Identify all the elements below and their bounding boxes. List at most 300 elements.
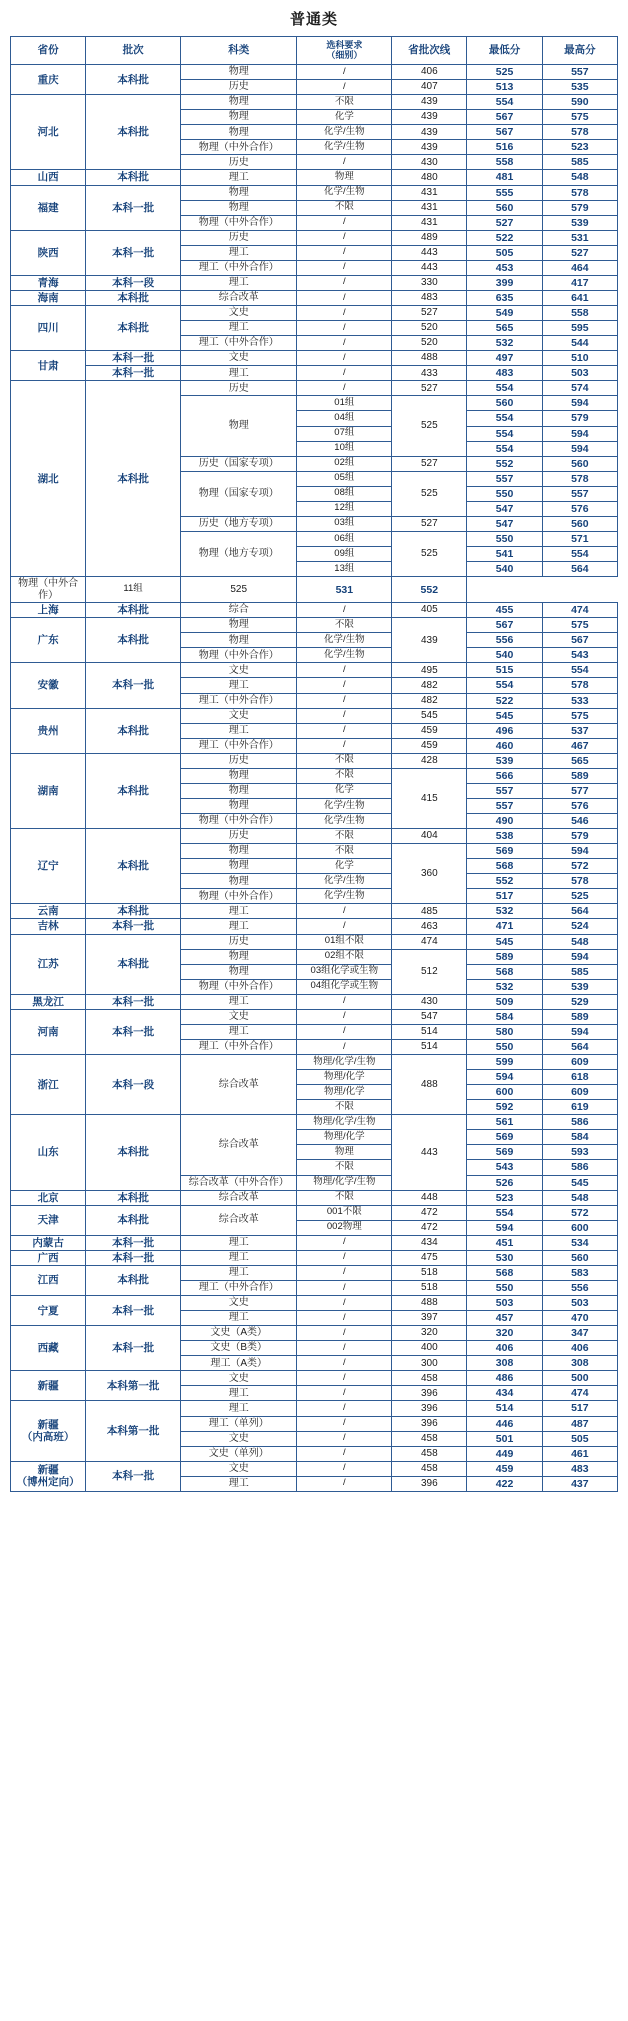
cell-province: 贵州 <box>11 708 86 753</box>
cell-requirement: / <box>297 1250 392 1265</box>
cell-category: 历史 <box>180 753 297 768</box>
cell-max-score: 557 <box>542 65 617 80</box>
cell-max-score: 594 <box>542 396 617 411</box>
cell-max-score: 510 <box>542 351 617 366</box>
cell-provincial-line: 396 <box>392 1401 467 1416</box>
cell-requirement: / <box>297 678 392 693</box>
cell-max-score: 575 <box>542 708 617 723</box>
cell-category: 理工（A类） <box>180 1356 297 1371</box>
cell-min-score: 592 <box>467 1100 542 1115</box>
cell-province: 江西 <box>11 1265 86 1295</box>
cell-provincial-line: 527 <box>392 516 467 531</box>
table-row <box>11 904 618 919</box>
cell-category: 历史 <box>180 230 297 245</box>
cell-min-score: 554 <box>467 381 542 396</box>
cell-requirement: / <box>297 1461 392 1476</box>
cell-requirement: / <box>297 919 392 934</box>
cell-requirement: 03组 <box>297 516 392 531</box>
cell-min-score: 556 <box>467 633 542 648</box>
cell-min-score: 522 <box>467 230 542 245</box>
cell-provincial-line: 520 <box>392 321 467 336</box>
cell-min-score: 531 <box>297 577 392 603</box>
cell-requirement: 13组 <box>297 562 392 577</box>
cell-provincial-line: 396 <box>392 1476 467 1491</box>
cell-provincial-line: 330 <box>392 275 467 290</box>
cell-max-score: 503 <box>542 366 617 381</box>
cell-max-score: 594 <box>542 441 617 456</box>
cell-category: 物理 <box>180 396 297 456</box>
cell-province: 西藏 <box>11 1326 86 1371</box>
cell-max-score: 544 <box>542 336 617 351</box>
cell-province: 四川 <box>11 306 86 351</box>
cell-min-score: 523 <box>467 1190 542 1205</box>
table-row <box>11 1296 618 1311</box>
cell-provincial-line: 525 <box>392 531 467 576</box>
cell-category: 理工 <box>180 1265 297 1280</box>
cell-category: 理工 <box>180 245 297 260</box>
cell-batch: 本科批 <box>86 603 181 618</box>
cell-province: 新疆 （内高班） <box>11 1401 86 1461</box>
table-row <box>11 829 618 844</box>
cell-requirement: 不限 <box>297 1190 392 1205</box>
cell-requirement: / <box>297 1446 392 1461</box>
cell-batch: 本科一批 <box>86 185 181 230</box>
cell-requirement: 不限 <box>297 618 392 633</box>
cell-requirement: / <box>297 1371 392 1386</box>
cell-category: 物理 <box>180 783 297 798</box>
cell-requirement: 化学/生物 <box>297 633 392 648</box>
cell-min-score: 554 <box>467 678 542 693</box>
table-row <box>11 366 618 381</box>
cell-provincial-line: 431 <box>392 215 467 230</box>
cell-requirement: / <box>297 1386 392 1401</box>
cell-max-score: 464 <box>542 260 617 275</box>
cell-max-score: 467 <box>542 738 617 753</box>
column-header-batch: 批次 <box>86 37 181 65</box>
cell-provincial-line: 472 <box>392 1205 467 1220</box>
cell-provincial-line: 434 <box>392 1235 467 1250</box>
cell-category: 物理 <box>180 844 297 859</box>
cell-category: 物理（中外合作） <box>180 215 297 230</box>
cell-category: 理工 <box>180 723 297 738</box>
cell-min-score: 526 <box>467 1175 542 1190</box>
cell-provincial-line: 547 <box>392 1009 467 1024</box>
cell-max-score: 575 <box>542 618 617 633</box>
cell-province: 福建 <box>11 185 86 230</box>
table-row <box>11 618 618 633</box>
cell-category: 理工 <box>180 1250 297 1265</box>
cell-min-score: 539 <box>467 753 542 768</box>
cell-max-score: 487 <box>542 1416 617 1431</box>
cell-min-score: 555 <box>467 185 542 200</box>
cell-requirement: 03组化学或生物 <box>297 964 392 979</box>
cell-max-score: 586 <box>542 1115 617 1130</box>
cell-category: 文史 <box>180 663 297 678</box>
cell-max-score: 474 <box>542 1386 617 1401</box>
cell-provincial-line: 545 <box>392 708 467 723</box>
cell-min-score: 568 <box>467 1265 542 1280</box>
cell-max-score: 565 <box>542 753 617 768</box>
cell-min-score: 457 <box>467 1311 542 1326</box>
cell-max-score: 560 <box>542 1250 617 1265</box>
cell-category: 理工 <box>180 321 297 336</box>
cell-min-score: 540 <box>467 648 542 663</box>
cell-min-score: 525 <box>467 65 542 80</box>
cell-min-score: 541 <box>467 547 542 562</box>
cell-min-score: 584 <box>467 1009 542 1024</box>
cell-max-score: 584 <box>542 1130 617 1145</box>
cell-batch: 本科一批 <box>86 1326 181 1371</box>
table-row <box>11 934 618 949</box>
cell-requirement: / <box>297 1039 392 1054</box>
cell-min-score: 540 <box>467 562 542 577</box>
cell-requirement: 11组 <box>86 577 181 603</box>
cell-min-score: 320 <box>467 1326 542 1341</box>
cell-provincial-line: 406 <box>392 65 467 80</box>
cell-requirement: 不限 <box>297 753 392 768</box>
table-header-row <box>11 37 618 65</box>
cell-max-score: 554 <box>542 547 617 562</box>
cell-max-score: 554 <box>542 663 617 678</box>
cell-requirement: 06组 <box>297 531 392 546</box>
cell-max-score: 579 <box>542 200 617 215</box>
cell-province: 重庆 <box>11 65 86 95</box>
cell-requirement: / <box>297 1476 392 1491</box>
cell-province: 广西 <box>11 1250 86 1265</box>
cell-province: 湖北 <box>11 381 86 577</box>
cell-category: 历史 <box>180 80 297 95</box>
cell-max-score: 583 <box>542 1265 617 1280</box>
cell-max-score: 560 <box>542 456 617 471</box>
cell-max-score: 572 <box>542 859 617 874</box>
cell-max-score: 578 <box>542 678 617 693</box>
cell-max-score: 594 <box>542 844 617 859</box>
cell-category: 理工（中外合作） <box>180 1039 297 1054</box>
cell-max-score: 576 <box>542 501 617 516</box>
cell-min-score: 453 <box>467 260 542 275</box>
column-header-subject-requirement <box>297 37 392 65</box>
cell-min-score: 600 <box>467 1085 542 1100</box>
cell-category: 综合改革（中外合作） <box>180 1175 297 1190</box>
cell-requirement: / <box>297 1326 392 1341</box>
cell-provincial-line: 459 <box>392 723 467 738</box>
cell-batch: 本科一批 <box>86 351 181 366</box>
cell-min-score: 549 <box>467 306 542 321</box>
cell-requirement: / <box>297 1265 392 1280</box>
cell-province: 青海 <box>11 275 86 290</box>
cell-min-score: 527 <box>467 215 542 230</box>
cell-min-score: 554 <box>467 95 542 110</box>
cell-category: 物理 <box>180 185 297 200</box>
cell-batch: 本科一段 <box>86 1055 181 1115</box>
cell-requirement: 不限 <box>297 1100 392 1115</box>
cell-category: 理工（中外合作） <box>180 1280 297 1295</box>
cell-requirement: 化学 <box>297 783 392 798</box>
table-row <box>11 1235 618 1250</box>
cell-category: 物理 <box>180 618 297 633</box>
cell-requirement: / <box>297 994 392 1009</box>
cell-batch: 本科一批 <box>86 230 181 275</box>
table-row <box>11 185 618 200</box>
cell-min-score: 516 <box>467 140 542 155</box>
cell-max-score: 579 <box>542 411 617 426</box>
cell-category: 综合改革 <box>180 1205 297 1235</box>
cell-province: 甘肃 <box>11 351 86 381</box>
cell-min-score: 449 <box>467 1446 542 1461</box>
cell-provincial-line: 463 <box>392 919 467 934</box>
cell-min-score: 545 <box>467 934 542 949</box>
cell-category: 物理（中外合作） <box>180 889 297 904</box>
cell-max-score: 572 <box>542 1205 617 1220</box>
cell-batch: 本科批 <box>86 618 181 663</box>
cell-requirement: 05组 <box>297 471 392 486</box>
table-row <box>11 1401 618 1416</box>
cell-provincial-line: 428 <box>392 753 467 768</box>
cell-max-score: 557 <box>542 486 617 501</box>
cell-max-score: 537 <box>542 723 617 738</box>
cell-province: 云南 <box>11 904 86 919</box>
cell-batch: 本科一批 <box>86 1009 181 1054</box>
cell-requirement: 不限 <box>297 768 392 783</box>
cell-max-score: 523 <box>542 140 617 155</box>
cell-max-score: 500 <box>542 1371 617 1386</box>
cell-min-score: 566 <box>467 768 542 783</box>
cell-provincial-line: 443 <box>392 1115 467 1190</box>
cell-max-score: 406 <box>542 1341 617 1356</box>
cell-province: 宁夏 <box>11 1296 86 1326</box>
cell-max-score: 574 <box>542 381 617 396</box>
cell-requirement: 10组 <box>297 441 392 456</box>
cell-max-score: 527 <box>542 245 617 260</box>
cell-category: 文史（A类） <box>180 1326 297 1341</box>
cell-requirement: / <box>297 245 392 260</box>
cell-provincial-line: 483 <box>392 290 467 305</box>
cell-min-score: 557 <box>467 798 542 813</box>
cell-provincial-line: 320 <box>392 1326 467 1341</box>
cell-min-score: 459 <box>467 1461 542 1476</box>
cell-requirement: 化学 <box>297 110 392 125</box>
cell-requirement: 12组 <box>297 501 392 516</box>
cell-min-score: 545 <box>467 708 542 723</box>
cell-requirement: / <box>297 738 392 753</box>
cell-max-score: 589 <box>542 768 617 783</box>
cell-category: 理工 <box>180 1476 297 1491</box>
cell-max-score: 535 <box>542 80 617 95</box>
cell-requirement: / <box>297 904 392 919</box>
cell-requirement: 物理/化学/生物 <box>297 1175 392 1190</box>
cell-provincial-line: 485 <box>392 904 467 919</box>
cell-category: 文史（单列） <box>180 1446 297 1461</box>
cell-category: 文史 <box>180 1461 297 1476</box>
cell-province: 北京 <box>11 1190 86 1205</box>
cell-provincial-line: 495 <box>392 663 467 678</box>
cell-provincial-line: 407 <box>392 80 467 95</box>
cell-batch: 本科批 <box>86 290 181 305</box>
cell-min-score: 308 <box>467 1356 542 1371</box>
cell-requirement: / <box>297 693 392 708</box>
cell-category: 物理 <box>180 65 297 80</box>
cell-requirement: / <box>297 1431 392 1446</box>
cell-requirement: 09组 <box>297 547 392 562</box>
cell-requirement: 物理/化学 <box>297 1130 392 1145</box>
cell-requirement: / <box>297 275 392 290</box>
cell-max-score: 595 <box>542 321 617 336</box>
cell-category: 物理（国家专项） <box>180 471 297 516</box>
cell-min-score: 505 <box>467 245 542 260</box>
cell-provincial-line: 404 <box>392 829 467 844</box>
cell-requirement: / <box>297 381 392 396</box>
cell-max-score: 594 <box>542 949 617 964</box>
cell-max-score: 545 <box>542 1175 617 1190</box>
cell-max-score: 505 <box>542 1431 617 1446</box>
cell-min-score: 554 <box>467 1205 542 1220</box>
cell-max-score: 578 <box>542 874 617 889</box>
cell-min-score: 599 <box>467 1055 542 1070</box>
requirement-header-line2: （细别） <box>326 49 363 60</box>
cell-min-score: 554 <box>467 411 542 426</box>
cell-max-score: 347 <box>542 1326 617 1341</box>
cell-provincial-line: 443 <box>392 245 467 260</box>
cell-province: 陕西 <box>11 230 86 275</box>
table-row <box>11 381 618 396</box>
cell-min-score: 481 <box>467 170 542 185</box>
cell-category: 文史 <box>180 708 297 723</box>
column-header-max-score: 最高分 <box>542 37 617 65</box>
cell-min-score: 501 <box>467 1431 542 1446</box>
cell-provincial-line: 439 <box>392 110 467 125</box>
cell-provincial-line: 439 <box>392 618 467 663</box>
cell-requirement: 物理 <box>297 1145 392 1160</box>
cell-category: 历史（地方专项） <box>180 516 297 531</box>
cell-min-score: 530 <box>467 1250 542 1265</box>
cell-requirement: / <box>297 351 392 366</box>
cell-min-score: 550 <box>467 486 542 501</box>
cell-min-score: 560 <box>467 200 542 215</box>
cell-max-score: 576 <box>542 798 617 813</box>
cell-province: 海南 <box>11 290 86 305</box>
cell-provincial-line: 396 <box>392 1386 467 1401</box>
cell-provincial-line: 525 <box>392 396 467 456</box>
table-row <box>11 603 618 618</box>
cell-min-score: 594 <box>467 1070 542 1085</box>
cell-max-score: 618 <box>542 1070 617 1085</box>
table-row <box>11 1326 618 1341</box>
cell-category: 理工 <box>180 170 297 185</box>
cell-requirement: 物理/化学 <box>297 1070 392 1085</box>
cell-provincial-line: 512 <box>392 949 467 994</box>
cell-category: 文史 <box>180 1431 297 1446</box>
cell-requirement: / <box>297 260 392 275</box>
cell-requirement: 04组 <box>297 411 392 426</box>
admission-scores-table <box>10 36 618 1492</box>
cell-requirement: 物理 <box>297 170 392 185</box>
column-header-province: 省份 <box>11 37 86 65</box>
cell-requirement: 物理/化学/生物 <box>297 1055 392 1070</box>
cell-batch: 本科批 <box>86 306 181 351</box>
table-row <box>11 1265 618 1280</box>
table-body <box>11 65 618 1492</box>
cell-requirement: 002物理 <box>297 1220 392 1235</box>
cell-max-score: 600 <box>542 1220 617 1235</box>
cell-requirement: / <box>297 230 392 245</box>
cell-max-score: 533 <box>542 693 617 708</box>
cell-requirement: 化学/生物 <box>297 814 392 829</box>
cell-provincial-line: 525 <box>392 471 467 516</box>
cell-requirement: / <box>297 708 392 723</box>
cell-requirement: / <box>297 155 392 170</box>
cell-requirement: 01组不限 <box>297 934 392 949</box>
cell-requirement: 化学/生物 <box>297 185 392 200</box>
cell-provincial-line: 459 <box>392 738 467 753</box>
cell-max-score: 560 <box>542 516 617 531</box>
cell-max-score: 552 <box>392 577 467 603</box>
cell-min-score: 557 <box>467 471 542 486</box>
table-row <box>11 1461 618 1476</box>
cell-category: 物理（中外合作） <box>180 814 297 829</box>
table-row <box>11 230 618 245</box>
cell-min-score: 532 <box>467 979 542 994</box>
cell-requirement: 不限 <box>297 200 392 215</box>
cell-min-score: 569 <box>467 1145 542 1160</box>
cell-min-score: 513 <box>467 80 542 95</box>
cell-requirement: / <box>297 1356 392 1371</box>
cell-provincial-line: 400 <box>392 1341 467 1356</box>
cell-provincial-line: 439 <box>392 125 467 140</box>
cell-min-score: 434 <box>467 1386 542 1401</box>
cell-province: 黑龙江 <box>11 994 86 1009</box>
cell-provincial-line: 488 <box>392 351 467 366</box>
cell-provincial-line: 443 <box>392 260 467 275</box>
cell-requirement: 化学/生物 <box>297 798 392 813</box>
cell-province: 江苏 <box>11 934 86 994</box>
cell-requirement: 化学 <box>297 859 392 874</box>
cell-max-score: 579 <box>542 829 617 844</box>
cell-batch: 本科批 <box>86 381 181 577</box>
cell-max-score: 571 <box>542 531 617 546</box>
cell-max-score: 546 <box>542 814 617 829</box>
cell-max-score: 578 <box>542 125 617 140</box>
cell-category: 物理 <box>180 95 297 110</box>
cell-min-score: 568 <box>467 859 542 874</box>
cell-provincial-line: 431 <box>392 200 467 215</box>
cell-max-score: 641 <box>542 290 617 305</box>
cell-max-score: 543 <box>542 648 617 663</box>
cell-max-score: 503 <box>542 1296 617 1311</box>
cell-provincial-line: 396 <box>392 1416 467 1431</box>
cell-category: 理工 <box>180 1311 297 1326</box>
cell-category: 物理（地方专项） <box>180 531 297 576</box>
cell-requirement: / <box>297 1311 392 1326</box>
cell-category: 理工 <box>180 904 297 919</box>
cell-province: 新疆 <box>11 1371 86 1401</box>
cell-category: 物理 <box>180 633 297 648</box>
cell-max-score: 585 <box>542 155 617 170</box>
cell-province: 湖南 <box>11 753 86 828</box>
page-title: 普通类 <box>289 11 338 28</box>
cell-provincial-line: 458 <box>392 1431 467 1446</box>
cell-category: 理工 <box>180 1024 297 1039</box>
cell-min-score: 422 <box>467 1476 542 1491</box>
cell-category: 物理（中外合作） <box>180 648 297 663</box>
cell-province: 浙江 <box>11 1055 86 1115</box>
cell-min-score: 550 <box>467 1280 542 1295</box>
cell-max-score: 619 <box>542 1100 617 1115</box>
cell-provincial-line: 527 <box>392 456 467 471</box>
cell-category: 历史 <box>180 155 297 170</box>
cell-min-score: 543 <box>467 1160 542 1175</box>
cell-provincial-line: 430 <box>392 994 467 1009</box>
table-row <box>11 1250 618 1265</box>
